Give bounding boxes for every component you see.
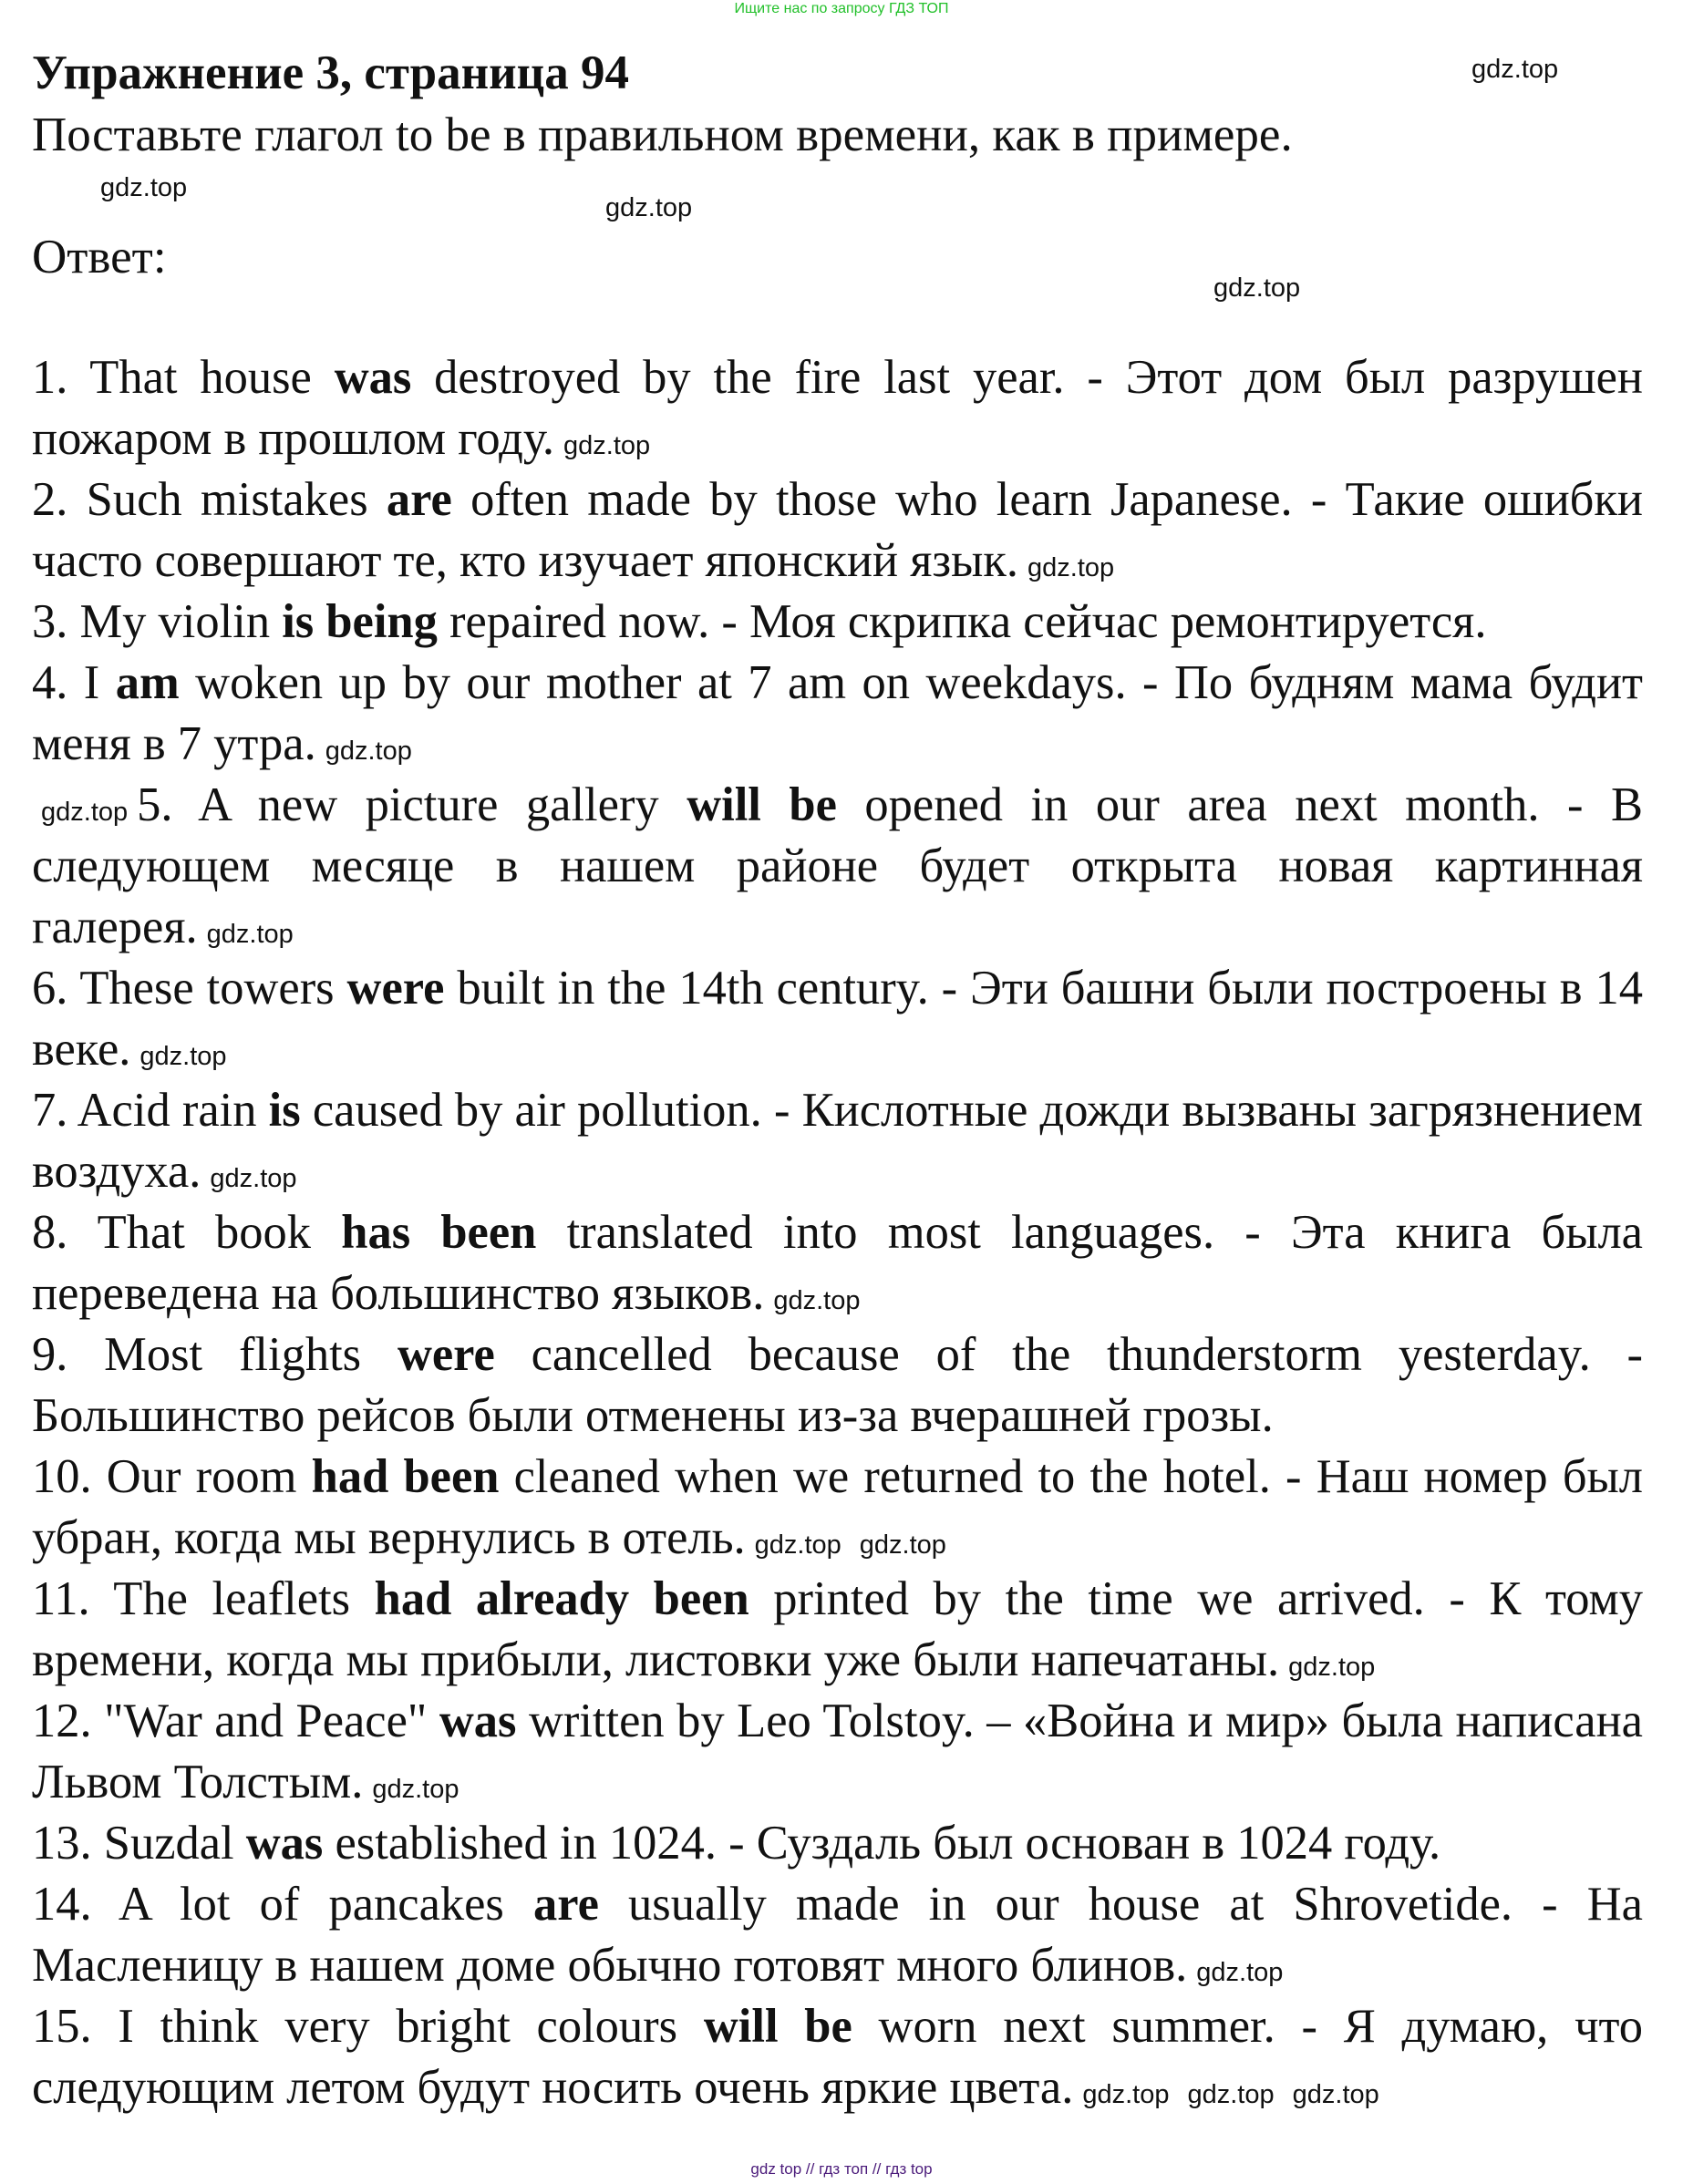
answer-verb: will be — [703, 2000, 852, 2053]
answer-text: 1. That house — [32, 351, 335, 404]
watermark: gdz.top — [100, 173, 188, 202]
answer-text: 11. The leaflets — [32, 1572, 375, 1625]
page-title: Упражнение 3, страница 94 — [32, 46, 629, 99]
bottom-banner[interactable]: gdz top // гдз топ // гдз top — [750, 2160, 933, 2178]
answer-text: written by Leo Tolstoy. – «Война и мир» была написана Львом Толстым. — [32, 1695, 1643, 1808]
answer-item — [32, 1447, 1643, 1569]
watermark: gdz.top — [1471, 55, 1559, 84]
watermark: gdz.top — [1288, 1653, 1376, 1682]
answer-text: 14. A lot of pancakes — [32, 1878, 533, 1931]
task-description: Поставьте глагол to be в правильном времени, как в примере. — [32, 108, 1293, 161]
watermark: gdz.top — [605, 193, 693, 222]
answer-text: destroyed by the fire last year. - Этот дом был разрушен пожаром в прошлом году. — [32, 351, 1644, 465]
watermark: gdz.top — [372, 1775, 459, 1804]
answer-text: 4. I — [32, 656, 116, 709]
answer-verb: had already been — [374, 1572, 749, 1625]
answer-text: opened in our area next month. - В следующем месяце в нашем районе будет открыта новая картинная галерея. — [32, 778, 1643, 953]
answer-item — [32, 347, 1643, 469]
answer-item — [32, 1813, 1643, 1874]
answer-verb: was — [439, 1695, 517, 1747]
watermark: gdz.top — [773, 1286, 861, 1315]
watermark: gdz.top — [1027, 553, 1115, 582]
answer-item — [32, 958, 1643, 1080]
answer-item — [32, 1996, 1643, 2118]
answer-text: cancelled because of the thunderstorm yesterday. - Большинство рейсов были отменены из-за вчерашней грозы. — [32, 1328, 1643, 1442]
answer-list — [32, 347, 1643, 2118]
answer-text: usually made in our house at Shrovetide. - На Масленицу в нашем доме обычно готовят много блинов. — [32, 1878, 1643, 1992]
answer-item — [32, 592, 1643, 653]
watermark: gdz.top — [1082, 2080, 1170, 2109]
answer-verb: were — [397, 1328, 495, 1381]
answer-item — [32, 1202, 1643, 1324]
answer-verb: has been — [341, 1206, 537, 1259]
watermark: gdz.top — [210, 1164, 297, 1193]
answer-verb: are — [533, 1878, 599, 1931]
watermark: gdz.top — [1292, 2080, 1379, 2109]
answer-text: often made by those who learn Japanese. - Такие ошибки часто совершают те, кто изучает японский язык. — [32, 473, 1643, 587]
watermark: gdz.top — [859, 1530, 946, 1560]
answer-item — [32, 1569, 1643, 1691]
watermark: gdz.top — [325, 737, 412, 766]
answer-verb: had been — [311, 1450, 500, 1503]
answer-text: woken up by our mother at 7 am on weekdays. - По будням мама будит меня в 7 утра. — [32, 656, 1644, 770]
answer-label: Ответ: — [32, 231, 167, 283]
answer-text: 2. Such mistakes — [32, 473, 387, 526]
answer-item — [32, 1874, 1643, 1996]
answer-verb: will be — [687, 778, 837, 831]
watermark: gdz.top — [563, 431, 651, 460]
answer-item — [32, 775, 1643, 958]
answer-item — [32, 469, 1643, 592]
answer-item — [32, 1324, 1643, 1447]
watermark: gdz.top — [1196, 1958, 1284, 1987]
watermark: gdz.top — [1187, 2080, 1275, 2109]
answer-verb: am — [115, 656, 180, 709]
watermark: gdz.top — [41, 798, 129, 827]
answer-text: caused by air pollution. - Кислотные дожди вызваны загрязнением воздуха. — [32, 1084, 1643, 1198]
answer-text: 12. "War and Peace" — [32, 1695, 439, 1747]
answer-text: translated into most languages. - Эта книга была переведена на большинство языков. — [32, 1206, 1643, 1320]
answer-text: printed by the time we arrived. - К тому времени, когда мы прибыли, листовки уже были напечатаны. — [32, 1572, 1643, 1686]
answer-text: 15. I think very bright colours — [32, 2000, 704, 2053]
watermark: gdz.top — [139, 1042, 227, 1071]
answer-verb: was — [245, 1817, 324, 1870]
answer-text: cleaned when we returned to the hotel. - Наш номер был убран, когда мы вернулись в отель. — [32, 1450, 1644, 1564]
answer-text: 10. Our room — [32, 1450, 312, 1503]
answer-item — [32, 1080, 1643, 1202]
top-banner[interactable]: Ищите нас по запросу ГДЗ ТОП — [734, 1, 949, 16]
answer-verb: is — [268, 1084, 301, 1137]
answer-text: 8. That book — [32, 1206, 342, 1259]
answer-verb: was — [334, 351, 412, 404]
answer-text: 7. Acid rain — [32, 1084, 269, 1137]
answer-verb: is being — [282, 595, 438, 648]
answer-text: 9. Most flights — [32, 1328, 398, 1381]
answer-text: 5. A new picture gallery — [137, 778, 687, 831]
watermark: gdz.top — [754, 1530, 842, 1560]
answer-verb: were — [346, 962, 445, 1015]
answer-text: worn next summer. - Я думаю, что следующим летом будут носить очень яркие цвета. — [32, 2000, 1643, 2114]
answer-text: 3. My violin — [32, 595, 283, 648]
watermark: gdz.top — [206, 920, 294, 949]
answer-item — [32, 1691, 1643, 1813]
answer-text: established in 1024. - Суздаль был основан в 1024 году. — [323, 1817, 1441, 1870]
answer-text: repaired now. - Моя скрипка сейчас ремонтируется. — [437, 595, 1487, 648]
answer-text: 13. Suzdal — [32, 1817, 246, 1870]
answer-text: 6. These towers — [32, 962, 347, 1015]
answer-item — [32, 653, 1643, 775]
answer-text: built in the 14th century. - Эти башни были построены в 14 веке. — [32, 962, 1643, 1076]
watermark: gdz.top — [1213, 273, 1301, 303]
answer-verb: are — [386, 473, 452, 526]
